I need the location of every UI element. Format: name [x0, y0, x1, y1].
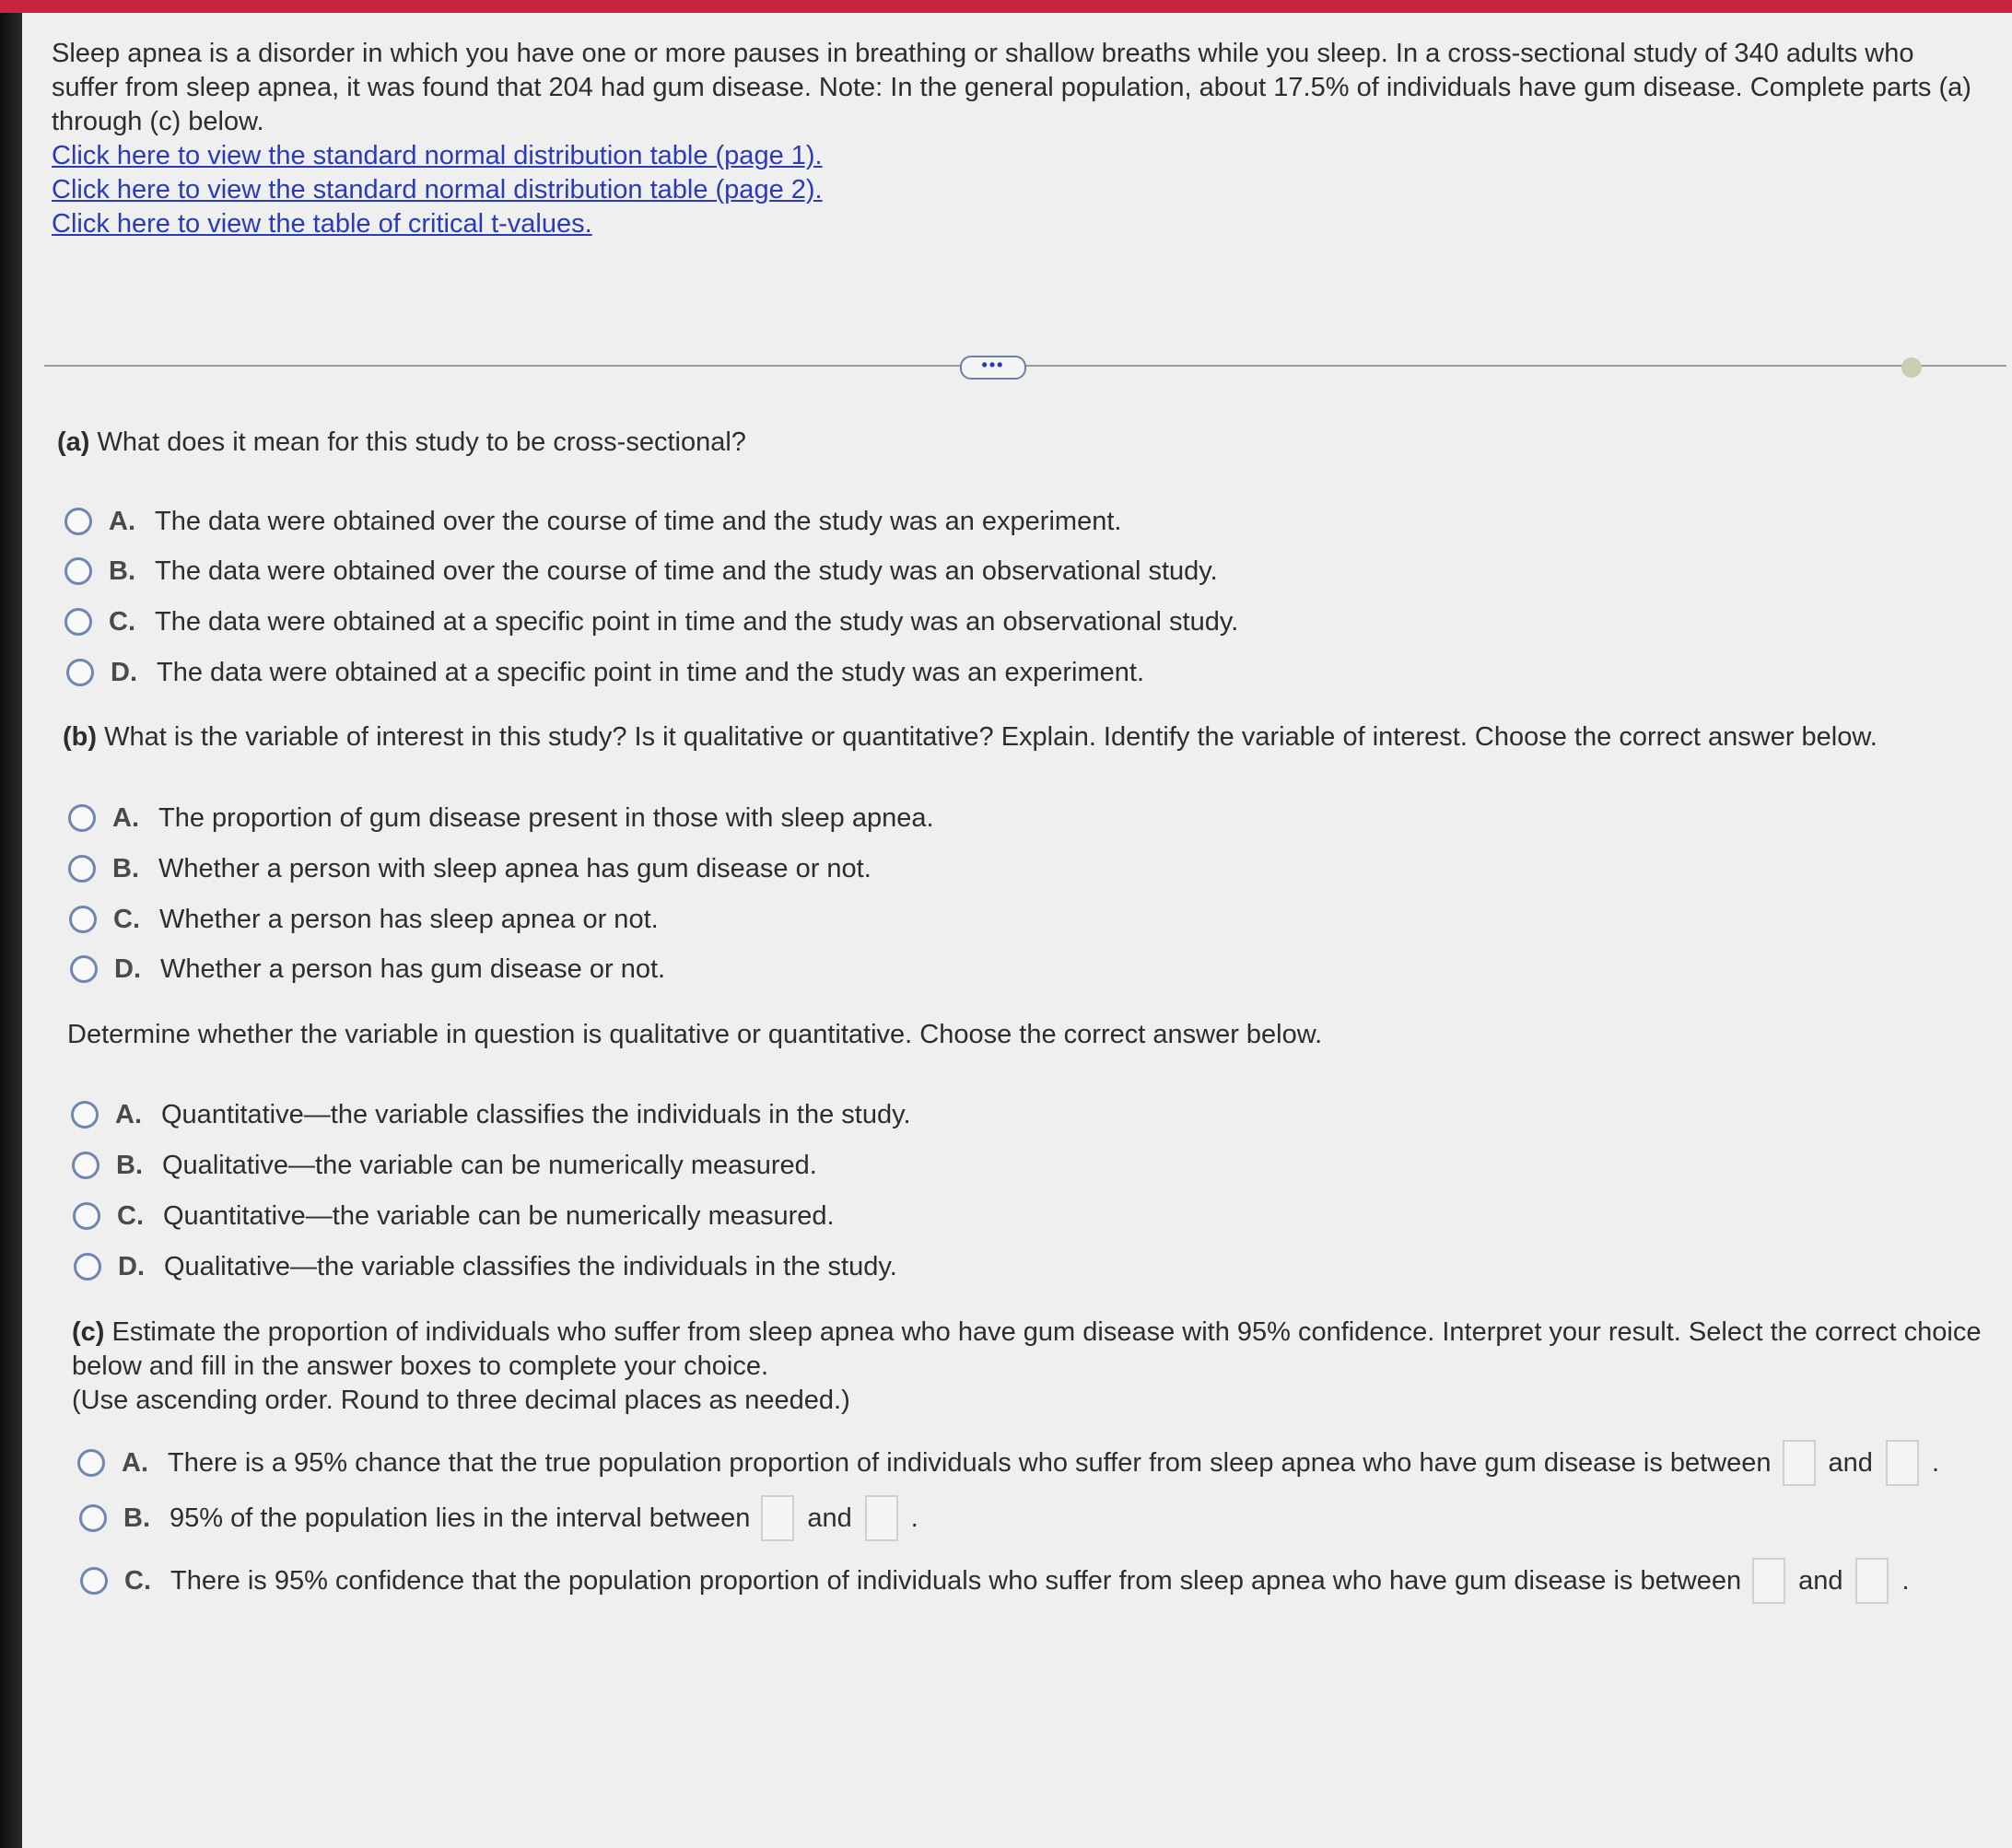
part-a-option-a[interactable]: A. The data were obtained over the course of time and the study was an experiment. [64, 503, 1121, 540]
answer-box-upper[interactable] [865, 1495, 898, 1541]
part-a-label: (a) [57, 427, 90, 457]
radio-circle-icon[interactable] [77, 1449, 105, 1477]
part-c-text: Estimate the proportion of individuals who suffer from sleep apnea who have gum disease with 95% confidence. Interpret your result. Select the correct choice below and fill in the answer boxes to complete your choice. [72, 1317, 1982, 1381]
radio-circle-icon[interactable] [69, 906, 97, 933]
part-a-option-b[interactable]: B. The data were obtained over the course of time and the study was an observational study. [64, 553, 1218, 590]
answer-box-upper[interactable] [1886, 1440, 1919, 1486]
part-b-question-2: Determine whether the variable in question is qualitative or quantitative. Choose the correct answer below. [67, 1020, 1323, 1049]
radio-circle-icon[interactable] [73, 1202, 100, 1230]
answer-box-lower[interactable] [1752, 1558, 1785, 1604]
part-a-option-d[interactable]: D. The data were obtained at a specific point in time and the study was an experiment. [66, 654, 1144, 691]
part-b2-option-a[interactable]: A. Quantitative—the variable classifies the individuals in the study. [71, 1096, 911, 1133]
radio-circle-icon[interactable] [71, 1101, 99, 1129]
answer-box-lower[interactable] [761, 1495, 794, 1541]
part-b2-option-c[interactable]: C. Quantitative—the variable can be numerically measured. [73, 1198, 835, 1234]
part-c-label: (c) [72, 1317, 105, 1347]
part-c-option-a[interactable]: A. There is a 95% chance that the true population proportion of individuals who suffer from sleep apnea who have gum disease is between and . [77, 1437, 1939, 1489]
part-c-option-b[interactable]: B. 95% of the population lies in the interval between and . [79, 1492, 918, 1544]
part-b-option-d[interactable]: D. Whether a person has gum disease or not. [70, 951, 665, 988]
radio-circle-icon[interactable] [79, 1504, 107, 1532]
status-dot-icon [1901, 357, 1922, 378]
radio-circle-icon[interactable] [68, 855, 96, 883]
t-values-table-link[interactable]: Click here to view the table of critical t-values. [52, 209, 592, 239]
part-b-text: What is the variable of interest in this study? Is it qualitative or quantitative? Explain. Identify the variable of interest. Choose the correct answer below. [104, 722, 1877, 752]
left-edge [0, 13, 22, 1848]
radio-circle-icon[interactable] [80, 1567, 108, 1595]
radio-circle-icon[interactable] [72, 1152, 99, 1179]
part-b-label: (b) [63, 722, 98, 752]
part-b-option-a[interactable]: A. The proportion of gum disease present in those with sleep apnea. [68, 800, 934, 836]
problem-statement [52, 37, 1986, 241]
radio-circle-icon[interactable] [64, 508, 92, 535]
part-a-question [57, 426, 746, 460]
part-c-option-c[interactable]: C. There is 95% confidence that the population proportion of individuals who suffer from sleep apnea who have gum disease is between and . [80, 1555, 1910, 1607]
expand-more-button[interactable]: ••• [960, 356, 1026, 380]
radio-circle-icon[interactable] [70, 955, 98, 983]
part-b-question [63, 720, 1979, 754]
part-c-instruction: (Use ascending order. Round to three decimal places as needed.) [72, 1386, 850, 1415]
radio-circle-icon[interactable] [66, 659, 94, 686]
part-a-option-c[interactable]: C. The data were obtained at a specific point in time and the study was an observational study. [64, 603, 1238, 640]
normal-table-page1-link[interactable]: Click here to view the standard normal distribution table (page 1). [52, 141, 823, 170]
part-b-option-b[interactable]: B. Whether a person with sleep apnea has gum disease or not. [68, 850, 871, 887]
answer-box-upper[interactable] [1855, 1558, 1889, 1604]
radio-circle-icon[interactable] [68, 804, 96, 832]
part-b-option-c[interactable]: C. Whether a person has sleep apnea or not. [69, 901, 659, 938]
part-c-question [72, 1316, 1988, 1418]
answer-box-lower[interactable] [1783, 1440, 1816, 1486]
top-bar [0, 0, 2012, 13]
radio-circle-icon[interactable] [64, 608, 92, 636]
normal-table-page2-link[interactable]: Click here to view the standard normal distribution table (page 2). [52, 175, 823, 205]
part-b2-option-b[interactable]: B. Qualitative—the variable can be numerically measured. [72, 1147, 817, 1184]
radio-circle-icon[interactable] [74, 1253, 101, 1281]
part-a-text: What does it mean for this study to be cross-sectional? [97, 427, 746, 457]
problem-text: Sleep apnea is a disorder in which you have one or more pauses in breathing or shallow breaths while you sleep. In a cross-sectional study of 340 adults who suffer from sleep apnea, it was found that 204 had gum disease. Note: In the general population, about 17.5% of individuals have gum disease. Complete parts (a) through (c) below. [52, 39, 1971, 136]
radio-circle-icon[interactable] [64, 557, 92, 585]
part-b2-option-d[interactable]: D. Qualitative—the variable classifies the individuals in the study. [74, 1248, 897, 1285]
